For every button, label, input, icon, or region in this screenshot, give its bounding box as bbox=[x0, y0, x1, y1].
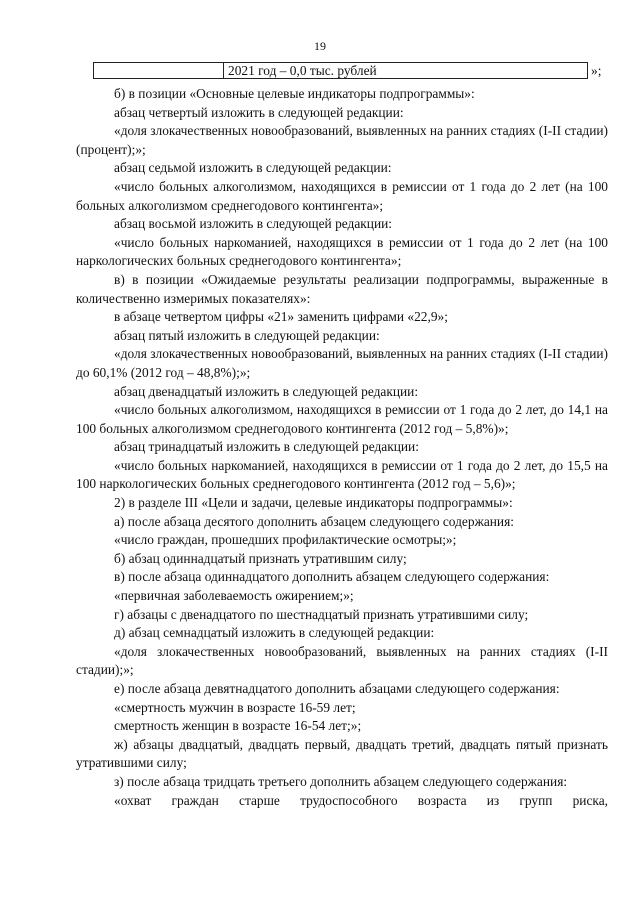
paragraph: «число больных наркоманией, находящихся в ремиссии от 1 года до 2 лет (на 100 наркологических больных среднегодового контингента»; bbox=[76, 234, 608, 269]
table-cell-empty bbox=[94, 63, 224, 78]
paragraph: в) в позиции «Ожидаемые результаты реализации подпрограммы, выраженные в количественно измеримых показателях»: bbox=[76, 271, 608, 306]
paragraph: «доля злокачественных новообразований, выявленных на ранних стадиях (I-II стадии) (процент);»; bbox=[76, 123, 608, 157]
table-row bbox=[93, 62, 588, 79]
paragraph: «смертность мужчин в возрасте 16-59 лет; bbox=[114, 699, 356, 715]
paragraph: «доля злокачественных новообразований, выявленных на ранних стадиях (I-II стадии);»; bbox=[76, 643, 608, 678]
paragraph: «охват граждан старше трудоспособного возраста из групп риска, bbox=[114, 792, 608, 808]
paragraph: д) абзац семнадцатый изложить в следующей редакции: bbox=[114, 625, 435, 641]
paragraph: а) после абзаца десятого дополнить абзацем следующего содержания: bbox=[114, 513, 514, 529]
document-body bbox=[76, 85, 608, 810]
paragraph: абзац тринадцатый изложить в следующей редакции: bbox=[114, 439, 419, 455]
paragraph: з) после абзаца тридцать третьего дополнить абзацем следующего содержания: bbox=[114, 773, 568, 789]
paragraph: «доля злокачественных новообразований, выявленных на ранних стадиях (I-II стадии) до 60,1% (2012 год – 48,8%);»; bbox=[76, 346, 608, 380]
paragraph: г) абзацы с двенадцатого по шестнадцатый признать утратившими силу; bbox=[114, 606, 529, 622]
paragraph: «число больных алкоголизмом, находящихся в ремиссии от 1 года до 2 лет, до 14,1 на 100 больных алкоголизмом среднегодового контингента (2012 год – 5,8%)»; bbox=[76, 402, 608, 436]
paragraph: «число больных наркоманией, находящихся в ремиссии от 1 года до 2 лет, до 15,5 на 100 наркологических больных среднегодового контингента (2012 год – 5,6)»; bbox=[76, 457, 608, 492]
paragraph: в абзаце четвертом цифры «21» заменить цифрами «22,9»; bbox=[114, 309, 448, 325]
paragraph: б) в позиции «Основные целевые индикаторы подпрограммы»: bbox=[114, 86, 475, 101]
paragraph: смертность женщин в возрасте 16-54 лет;»; bbox=[114, 718, 362, 734]
table-cell-value: 2021 год – 0,0 тыс. рублей bbox=[228, 63, 377, 78]
paragraph: е) после абзаца девятнадцатого дополнить абзацами следующего содержания: bbox=[114, 681, 560, 696]
paragraph: 2) в разделе III «Цели и задачи, целевые индикаторы подпрограммы»: bbox=[114, 495, 513, 511]
paragraph: абзац восьмой изложить в следующей редакции: bbox=[114, 216, 393, 232]
paragraph: в) после абзаца одиннадцатого дополнить абзацем следующего содержания: bbox=[114, 569, 550, 585]
table-closing-quote: »; bbox=[591, 63, 602, 78]
paragraph: абзац четвертый изложить в следующей редакции: bbox=[114, 104, 404, 120]
paragraph: «число больных алкоголизмом, находящихся в ремиссии от 1 года до 2 лет (на 100 больных алкоголизмом среднегодового контингента»; bbox=[76, 178, 608, 213]
paragraph: абзац седьмой изложить в следующей редакции: bbox=[114, 160, 392, 176]
page-number: 19 bbox=[314, 39, 326, 53]
paragraph: б) абзац одиннадцатый признать утратившим силу; bbox=[114, 550, 407, 566]
paragraph: «первичная заболеваемость ожирением;»; bbox=[114, 588, 354, 604]
paragraph: «число граждан, прошедших профилактические осмотры;»; bbox=[114, 532, 457, 548]
paragraph: ж) абзацы двадцатый, двадцать первый, двадцать третий, двадцать пятый признать утратившими силу; bbox=[76, 736, 608, 771]
paragraph: абзац двенадцатый изложить в следующей редакции: bbox=[114, 383, 419, 399]
paragraph: абзац пятый изложить в следующей редакции: bbox=[114, 327, 380, 343]
